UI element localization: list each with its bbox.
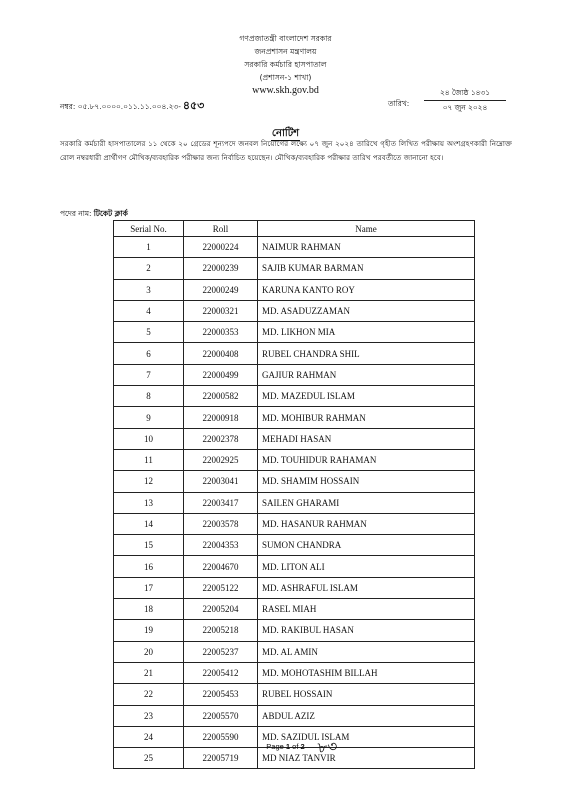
cell-serial: 14 [114,513,184,534]
cell-roll: 22000353 [184,322,258,343]
cell-roll: 22005570 [184,705,258,726]
cell-roll: 22005719 [184,748,258,769]
table-row [114,705,475,726]
cell-roll: 22000239 [184,258,258,279]
table-row [114,386,475,407]
post-value: টিকেট ক্লার্ক [93,209,128,218]
table-row [114,343,475,364]
table-row [114,662,475,683]
letterhead-government: গণপ্রজাতন্ত্রী বাংলাদেশ সরকার [239,34,332,43]
cell-roll: 22003417 [184,492,258,513]
header-name: Name [258,221,475,237]
cell-name: NAIMUR RAHMAN [258,237,475,258]
cell-roll: 22004353 [184,535,258,556]
date-block [420,87,510,114]
date-bangla: ২৪ জ্যৈষ্ঠ ১৪৩১ [439,88,491,97]
cell-serial: 20 [114,641,184,662]
cell-serial: 8 [114,386,184,407]
cell-roll: 22005218 [184,620,258,641]
cell-name: MD. SHAMIM HOSSAIN [258,471,475,492]
cell-roll: 22005453 [184,684,258,705]
table-row [114,513,475,534]
table-row [114,237,475,258]
cell-roll: 22000918 [184,407,258,428]
cell-roll: 22003041 [184,471,258,492]
cell-roll: 22005204 [184,599,258,620]
table-row [114,641,475,662]
cell-serial: 10 [114,428,184,449]
cell-name: MD. HASANUR RAHMAN [258,513,475,534]
cell-serial: 1 [114,237,184,258]
cell-serial: 12 [114,471,184,492]
page-current: 1 [285,742,291,751]
cell-serial: 22 [114,684,184,705]
table-row [114,535,475,556]
cell-name: MD. TOUHIDUR RAHAMAN [258,449,475,470]
cell-roll: 22000321 [184,300,258,321]
table-row [114,364,475,385]
cell-name: SAILEN GHARAMI [258,492,475,513]
table-row [114,620,475,641]
cell-serial: 23 [114,705,184,726]
cell-name: MD. MOHIBUR RAHMAN [258,407,475,428]
cell-roll: 22005590 [184,726,258,747]
cell-roll: 22000224 [184,237,258,258]
cell-name: MEHADI HASAN [258,428,475,449]
table-header-row [114,221,475,237]
cell-roll: 22000408 [184,343,258,364]
memo-handwritten-number: ৪৫৩ [182,99,205,112]
memo-number [60,97,204,116]
letterhead-ministry: জনপ্রশাসন মন্ত্রণালয় [254,47,317,56]
header-serial: Serial No. [114,221,184,237]
cell-serial: 21 [114,662,184,683]
cell-serial: 15 [114,535,184,556]
cell-name: MD NIAZ TANVIR [258,748,475,769]
page-prefix: Page [266,742,286,751]
cell-serial: 13 [114,492,184,513]
cell-name: SUMON CHANDRA [258,535,475,556]
cell-serial: 4 [114,300,184,321]
cell-name: MD. ASADUZZAMAN [258,300,475,321]
table-row [114,471,475,492]
cell-name: RUBEL CHANDRA SHIL [258,343,475,364]
cell-serial: 16 [114,556,184,577]
cell-serial: 7 [114,364,184,385]
cell-name: GAJIUR RAHMAN [258,364,475,385]
cell-serial: 17 [114,577,184,598]
cell-serial: 9 [114,407,184,428]
letterhead-branch: (প্রশাসন-১ শাখা) [259,73,312,82]
table-row [114,407,475,428]
candidate-table [113,220,475,769]
cell-roll: 22002378 [184,428,258,449]
cell-serial: 6 [114,343,184,364]
page-total: 2 [300,742,305,751]
memo-label: নম্বর: [60,102,76,111]
cell-name: ABDUL AZIZ [258,705,475,726]
cell-serial: 24 [114,726,184,747]
cell-name: MD. SAZIDUL ISLAM [258,726,475,747]
cell-serial: 2 [114,258,184,279]
table-row [114,684,475,705]
cell-serial: 5 [114,322,184,343]
table-row [114,300,475,321]
cell-serial: 25 [114,748,184,769]
table-row [114,599,475,620]
cell-name: KARUNA KANTO ROY [258,279,475,300]
memo-value: ০৫.৮৭.০০০০.০১১.১১.০০৪.২৩- [77,102,181,111]
cell-name: MD. LITON ALI [258,556,475,577]
page-indicator [0,742,571,751]
cell-roll: 22000249 [184,279,258,300]
cell-roll: 22003578 [184,513,258,534]
cell-name: RUBEL HOSSAIN [258,684,475,705]
cell-serial: 19 [114,620,184,641]
cell-name: SAJIB KUMAR BARMAN [258,258,475,279]
cell-name: MD. MOHOTASHIM BILLAH [258,662,475,683]
post-label: পদের নাম: [60,209,92,218]
notice-title: নোটিশ [271,128,300,139]
table-row [114,449,475,470]
cell-roll: 22005412 [184,662,258,683]
date-divider [424,100,506,101]
cell-name: RASEL MIAH [258,599,475,620]
table-row [114,279,475,300]
table-row [114,556,475,577]
cell-roll: 22005122 [184,577,258,598]
cell-roll: 22000499 [184,364,258,385]
cell-serial: 3 [114,279,184,300]
cell-name: MD. LIKHON MIA [258,322,475,343]
cell-name: MD. RAKIBUL HASAN [258,620,475,641]
date-english: ০৭ জুন ২০২৪ [442,103,488,112]
header-roll: Roll [184,221,258,237]
notice-body: সরকারি কর্মচারী হাসপাতালের ১১ থেকে ২০ গ্রেডের শূন্যপদে জনবল নিয়োগের লক্ষ্যে ০৭ জুন ২০২৪ তারিখে গৃহীত লিখিত পরীক্ষায় অংশগ্রহণকারী নিম্নোক্ত রোল নম্বরধারী প্রার্থীগণ মৌখিক/ব্যবহারিক পরীক্ষার জন্য নির্বাচিত হয়েছেন। মৌখিক/ব্যবহারিক পরীক্ষার তারিখ পরবর্তীতে জানানো হবে। [60,139,512,162]
letterhead-website: www.skh.gov.bd [252,85,319,96]
cell-serial: 18 [114,599,184,620]
date-label: তারিখ: [388,99,410,108]
table-row [114,577,475,598]
cell-roll: 22002925 [184,449,258,470]
table-row [114,428,475,449]
letterhead-hospital: সরকারি কর্মচারি হাসপাতাল [244,60,327,69]
page-of: of [290,742,301,751]
cell-name: MD. ASHRAFUL ISLAM [258,577,475,598]
cell-name: MD. AL AMIN [258,641,475,662]
handwritten-page-mark: ৮৩ [316,737,339,757]
cell-name: MD. MAZEDUL ISLAM [258,386,475,407]
table-row [114,492,475,513]
cell-roll: 22000582 [184,386,258,407]
cell-roll: 22005237 [184,641,258,662]
table-row [114,322,475,343]
cell-roll: 22004670 [184,556,258,577]
cell-serial: 11 [114,449,184,470]
table-row [114,258,475,279]
